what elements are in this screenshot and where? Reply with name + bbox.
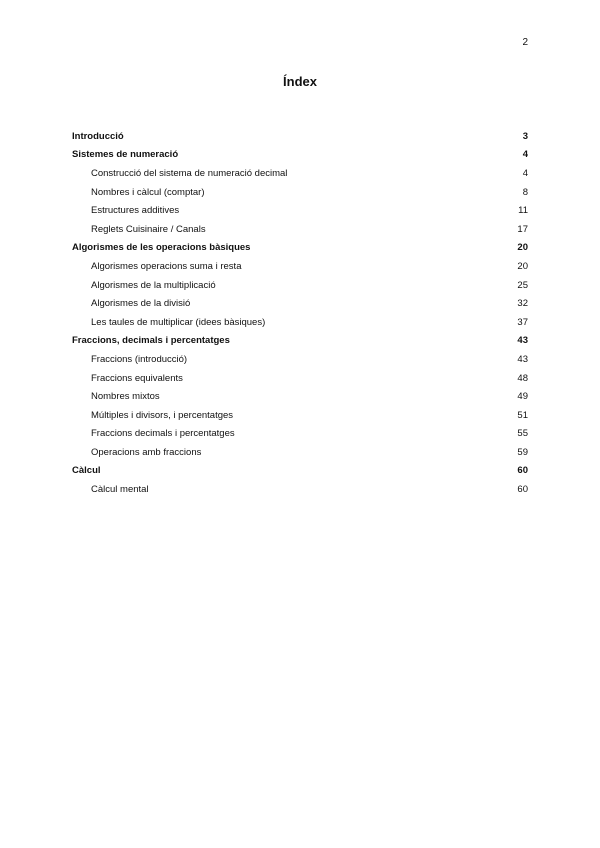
toc-subsection-entry[interactable] bbox=[72, 425, 528, 444]
toc-entry-page-number: 48 bbox=[517, 372, 528, 384]
toc-subsection-entry[interactable] bbox=[72, 164, 528, 183]
toc-subsection-entry[interactable] bbox=[72, 350, 528, 369]
toc-entry-label: Nombres mixtos bbox=[91, 391, 160, 403]
toc-entry-label: Càlcul mental bbox=[91, 484, 149, 496]
toc-entry-page-number: 60 bbox=[517, 484, 528, 496]
toc-section-entry[interactable] bbox=[72, 462, 528, 481]
toc-subsection-entry[interactable] bbox=[72, 443, 528, 462]
toc-entry-page-number: 43 bbox=[517, 335, 528, 347]
toc-subsection-entry[interactable] bbox=[72, 201, 528, 220]
toc-subsection-entry[interactable] bbox=[72, 276, 528, 295]
toc-entry-label: Operacions amb fraccions bbox=[91, 446, 202, 458]
toc-entry-page-number: 3 bbox=[522, 130, 528, 142]
toc-entry-label: Introducció bbox=[72, 130, 124, 142]
toc-entry-page-number: 4 bbox=[522, 149, 528, 161]
toc-entry-page-number: 37 bbox=[517, 316, 528, 328]
toc-entry-page-number: 20 bbox=[517, 260, 528, 272]
toc-entry-page-number: 20 bbox=[517, 242, 528, 254]
toc-entry-label: Fraccions decimals i percentatges bbox=[91, 428, 235, 440]
toc-section-entry[interactable] bbox=[72, 146, 528, 165]
toc-entry-label: Fraccions, decimals i percentatges bbox=[72, 335, 230, 347]
toc-entry-label: Fraccions (introducció) bbox=[91, 353, 188, 365]
toc-entry-page-number: 11 bbox=[518, 205, 528, 217]
toc-subsection-entry[interactable] bbox=[72, 220, 528, 239]
toc-entry-label: Estructures additives bbox=[91, 205, 180, 217]
toc-entry-label: Reglets Cuisinaire / Canals bbox=[91, 223, 206, 235]
toc-entry-page-number: 51 bbox=[517, 409, 528, 421]
toc-entry-label: Càlcul bbox=[72, 465, 101, 477]
toc-section-entry[interactable] bbox=[72, 127, 528, 146]
toc-entry-page-number: 43 bbox=[517, 353, 528, 365]
toc-section-entry[interactable] bbox=[72, 239, 528, 258]
toc-entry-page-number: 55 bbox=[517, 428, 528, 440]
toc-subsection-entry[interactable] bbox=[72, 313, 528, 332]
toc-entry-page-number: 60 bbox=[517, 465, 528, 477]
toc-subsection-entry[interactable] bbox=[72, 406, 528, 425]
toc-subsection-entry[interactable] bbox=[72, 369, 528, 388]
toc-entry-label: Construcció del sistema de numeració decimal bbox=[91, 167, 288, 179]
toc-subsection-entry[interactable] bbox=[72, 183, 528, 202]
toc-entry-label: Les taules de multiplicar (idees bàsiques) bbox=[91, 316, 266, 328]
toc-entry-page-number: 4 bbox=[522, 167, 528, 179]
toc-entry-label: Algorismes de les operacions bàsiques bbox=[72, 242, 251, 254]
toc-entry-label: Fraccions equivalents bbox=[91, 372, 183, 384]
toc-entry-label: Algorismes operacions suma i resta bbox=[91, 260, 242, 272]
toc-entry-label: Sistemes de numeració bbox=[72, 149, 179, 161]
toc-section-entry[interactable] bbox=[72, 332, 528, 351]
toc-entry-label: Algorismes de la multiplicació bbox=[91, 279, 216, 291]
toc-entry-page-number: 8 bbox=[522, 186, 528, 198]
toc-entry-page-number: 17 bbox=[517, 223, 528, 235]
toc-subsection-entry[interactable] bbox=[72, 294, 528, 313]
toc-entry-page-number: 59 bbox=[517, 446, 528, 458]
toc-subsection-entry[interactable] bbox=[72, 257, 528, 276]
table-of-contents bbox=[72, 127, 528, 499]
toc-entry-page-number: 32 bbox=[517, 298, 528, 310]
toc-subsection-entry[interactable] bbox=[72, 387, 528, 406]
toc-entry-label: Algorismes de la divisió bbox=[91, 298, 191, 310]
toc-entry-label: Nombres i càlcul (comptar) bbox=[91, 186, 205, 198]
index-title: Índex bbox=[283, 74, 317, 89]
toc-entry-page-number: 49 bbox=[517, 391, 528, 403]
toc-entry-label: Múltiples i divisors, i percentatges bbox=[91, 409, 234, 421]
toc-entry-page-number: 25 bbox=[517, 279, 528, 291]
toc-subsection-entry[interactable] bbox=[72, 480, 528, 499]
page-number: 2 bbox=[522, 37, 528, 48]
